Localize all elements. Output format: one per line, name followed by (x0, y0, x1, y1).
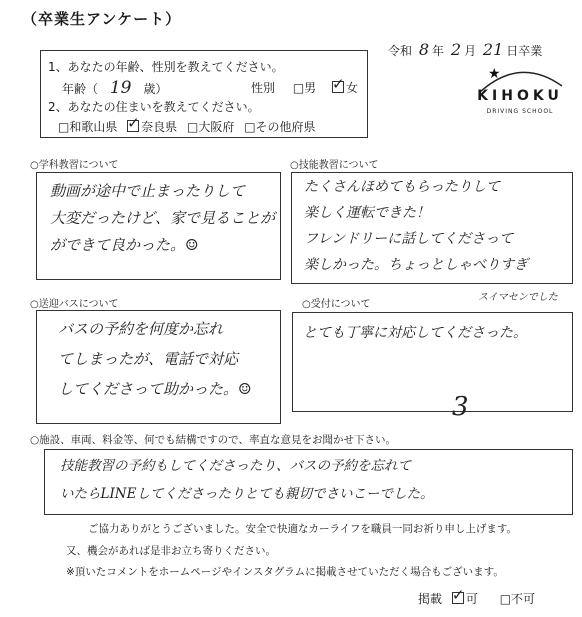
allow-checkbox[interactable] (452, 592, 464, 604)
reception-heading: ○受付について (302, 299, 371, 310)
day-value: 21 (482, 40, 504, 59)
facilities-heading: ○施設、車両、料金等、何でも結構ですので、率直な意見をお聞かせ下さい。 (30, 434, 396, 446)
question-residence: 2、あなたの住まいを教えてください。 (48, 100, 260, 114)
gender-male-option[interactable]: □男 (292, 81, 317, 95)
residence-wakayama-option[interactable]: □和歌山県 (58, 120, 118, 134)
bus-heading: ○送迎バスについて (30, 299, 119, 310)
classroom-comment (50, 178, 275, 259)
age-field (62, 78, 167, 98)
reception-comment (303, 320, 527, 347)
classroom-heading: ○学科教習について (30, 160, 119, 171)
year-value: 8 (418, 40, 430, 59)
survey-title: （卒業生アンケート） (22, 10, 182, 28)
age-unit: 歳） (143, 82, 168, 96)
age-value: 19 (109, 78, 132, 98)
logo-subtitle: DRIVING SCHOOL (486, 108, 554, 115)
practical-line: たくさんほめてもらったりして (304, 179, 500, 195)
practical-comment (304, 174, 528, 278)
gender-female-option[interactable] (332, 81, 358, 95)
month-value: 2 (450, 40, 462, 59)
practical-line: 楽しかった。ちょっとしゃべりすぎ (304, 257, 528, 273)
logo-star-icon: ★ (488, 66, 501, 82)
month-unit: 月 (464, 44, 477, 58)
residence-osaka-option[interactable]: □大阪府 (187, 120, 235, 134)
day-unit: 日卒業 (506, 44, 543, 58)
question-age-gender: 1、あなたの年齢、性別を教えてください。 (48, 60, 284, 74)
bus-line: バスの予約を何度か忘れ (58, 320, 224, 338)
thanks-message: ご協力ありがとうございました。安全で快適なカーライフを職員一同お祈り申し上げます。 (88, 523, 518, 535)
female-label: 女 (346, 81, 359, 95)
residence-options (58, 118, 316, 135)
female-checkbox[interactable] (332, 81, 344, 93)
nara-checkbox[interactable] (127, 120, 139, 132)
publish-deny-option[interactable]: □不可 (499, 592, 536, 606)
logo-name: KIHOKU (477, 88, 563, 104)
practical-line: フレンドリーに話してくださって (304, 231, 514, 247)
practical-note: スイマセンでした (478, 292, 558, 303)
publish-consent (418, 590, 535, 607)
bus-line: てしまったが、電話で対応 (58, 350, 239, 368)
publish-label: 掲載 (418, 592, 443, 606)
era-label: 令和 (388, 44, 413, 58)
bus-line: してくださって助かった。☺ (58, 380, 252, 398)
bus-comment (58, 314, 251, 404)
facilities-comment (60, 452, 433, 508)
stray-mark: 3 (452, 392, 469, 422)
residence-nara-option[interactable] (127, 120, 177, 134)
reception-line: とても丁寧に対応してくださった。 (303, 325, 527, 341)
residence-other-option[interactable]: □その他府県 (244, 120, 316, 134)
classroom-line: 動画が途中で止まったりして (50, 182, 246, 200)
classroom-line: ができて良かった。☺ (50, 236, 199, 254)
age-label: 年齢（ (62, 82, 99, 96)
practical-line: 楽しく運転できた！ (304, 205, 430, 221)
gender-field (251, 79, 358, 96)
visit-message: 又、機会があれば是非お立ち寄りください。 (66, 545, 276, 557)
gender-label: 性別 (251, 81, 276, 95)
practical-heading: ○技能教習について (290, 160, 379, 171)
allow-label: 可 (465, 592, 478, 606)
facilities-line: 技能教習の予約もしてくださったり、バスの予約を忘れて (60, 458, 411, 474)
publish-allow-option[interactable] (452, 592, 478, 606)
classroom-line: 大変だったけど、家で見ることが (50, 209, 276, 227)
nara-label: 奈良県 (141, 120, 178, 134)
publish-notice: ※頂いたコメントをホームページやインスタグラムに掲載させていただく場合もございます。 (66, 566, 504, 578)
facilities-line: いたらLINEしてくださったりとても親切でさいこーでした。 (60, 486, 434, 502)
year-unit: 年 (432, 44, 445, 58)
